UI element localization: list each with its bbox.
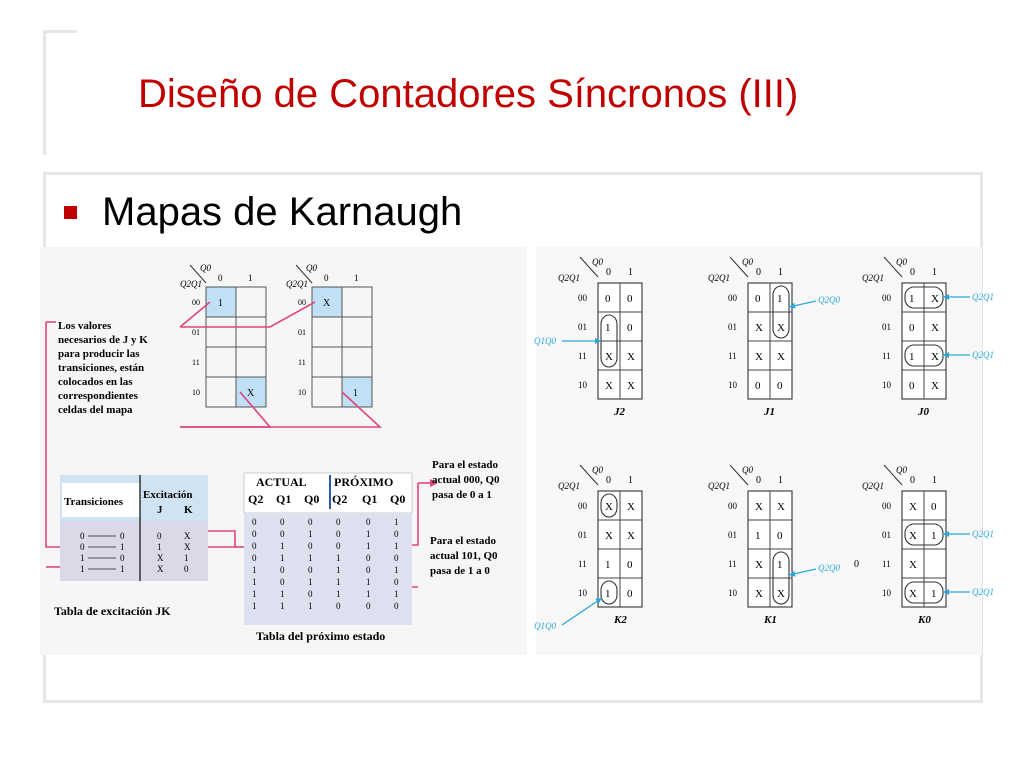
kmap-col-label: 0 — [756, 475, 761, 486]
kmap-cell: X — [931, 351, 939, 363]
excitation-cell: 0 — [120, 553, 125, 563]
kmap-row-label: 11 — [578, 351, 587, 361]
next-state-table — [244, 473, 412, 643]
excitation-cell: 1 — [80, 564, 85, 574]
kmap-cell: 1 — [931, 588, 937, 600]
state-cell: 0 — [280, 565, 285, 575]
excitation-cell: X — [157, 564, 164, 574]
kmap-row-label: 10 — [728, 380, 737, 390]
excitation-cell: 1 — [80, 553, 85, 563]
kmap-side-label: Q2Q1 — [972, 529, 994, 539]
kmap-cell: X — [909, 501, 917, 513]
state-group-header: ACTUAL — [256, 475, 307, 489]
kmap-cell: 0 — [627, 588, 633, 600]
state-cell: 0 — [280, 577, 285, 587]
kmap-cell: 1 — [909, 293, 915, 305]
kmap-col-label: 0 — [756, 267, 761, 278]
kmap-cell: 1 — [353, 388, 358, 399]
slide-title: Diseño de Contadores Síncronos (III) — [138, 72, 799, 116]
state-cell: 0 — [308, 517, 313, 527]
kmap-row-label: 01 — [728, 530, 737, 540]
state-cell: 1 — [336, 577, 341, 587]
state-cell: 0 — [336, 517, 341, 527]
kmap-row-label: 01 — [882, 322, 891, 332]
state-cell: 0 — [394, 553, 399, 563]
kmap-col-label: 1 — [248, 273, 253, 283]
state-header: Q0 — [304, 492, 320, 506]
kmap-j2 — [534, 257, 642, 418]
kmap-row-label: 00 — [882, 501, 891, 511]
excitation-header: K — [184, 504, 193, 516]
state-cell: 0 — [308, 541, 313, 551]
note-line: actual 101, Q0 — [430, 550, 498, 562]
kmap-col-label: 1 — [628, 267, 633, 278]
state-caption: Tabla del próximo estado — [256, 629, 386, 643]
state-cell: 0 — [280, 529, 285, 539]
slide-frame-left — [43, 30, 46, 155]
kmap-col-label: 0 — [910, 267, 915, 278]
kmap-name: K1 — [764, 614, 777, 626]
kmap-side-label: Q1Q0 — [534, 336, 556, 346]
annotation-line: Los valores — [58, 320, 112, 332]
state-cell: 1 — [308, 529, 313, 539]
excitation-cell: 0 — [120, 531, 125, 541]
excitation-header: J — [157, 504, 163, 516]
state-header: Q2 — [332, 492, 348, 506]
note-line: Para el estado — [430, 535, 496, 547]
kmap-row-label: 11 — [578, 559, 587, 569]
kmap-cell: X — [909, 559, 917, 571]
state-cell: 0 — [252, 553, 257, 563]
kmap-row-label: 11 — [882, 351, 891, 361]
kmap-side-label: Q2Q1 — [972, 350, 994, 360]
state-cell: 1 — [366, 589, 371, 599]
kmap-cell: X — [777, 588, 785, 600]
state-header: Q1 — [276, 492, 292, 506]
kmap-side-label: Q2Q0 — [818, 295, 840, 305]
kmap-row-label: 10 — [578, 588, 587, 598]
kmap-col-label: 0 — [910, 475, 915, 486]
excitation-cell: 1 — [120, 564, 125, 574]
kmap-cell: 0 — [627, 293, 633, 305]
excitation-header: Transiciones — [64, 496, 124, 508]
excitation-cell: 0 — [157, 531, 162, 541]
state-cell: 1 — [336, 589, 341, 599]
state-cell: 1 — [308, 601, 313, 611]
kmap-cell: 0 — [777, 380, 783, 392]
state-cell: 1 — [252, 565, 257, 575]
kmap-row-label: 00 — [728, 293, 737, 303]
annotation-line: necesarios de J y K — [58, 334, 148, 346]
kmap-row-label: 01 — [192, 328, 200, 337]
kmap-row-label: 10 — [882, 380, 891, 390]
kmap-name: K2 — [614, 614, 627, 626]
slide-frame-top — [43, 30, 77, 33]
state-cell: 0 — [394, 601, 399, 611]
kmap-row-label: 10 — [298, 388, 306, 397]
kmap-col-var: Q0 — [742, 465, 753, 475]
kmap-name: K0 — [918, 614, 931, 626]
kmap-col-var: Q0 — [742, 257, 753, 267]
state-cell: 0 — [280, 517, 285, 527]
kmap-cell: X — [605, 501, 613, 513]
state-cell: 1 — [366, 529, 371, 539]
state-cell: 1 — [308, 577, 313, 587]
kmap-side-label: Q2Q1 — [972, 292, 994, 302]
state-cell: 1 — [252, 601, 257, 611]
state-cell: 0 — [366, 517, 371, 527]
kmap-k-small — [286, 263, 372, 407]
state-cell: 0 — [366, 601, 371, 611]
kmap-cell: 0 — [755, 293, 761, 305]
kmap-j0 — [862, 257, 994, 418]
kmap-cell: X — [627, 380, 635, 392]
kmap-row-var: Q2Q1 — [708, 273, 730, 283]
kmap-col-label: 1 — [932, 475, 937, 486]
state-cell: 1 — [280, 541, 285, 551]
excitation-cell: X — [184, 542, 191, 552]
kmap-cell: X — [777, 501, 785, 513]
kmap-col-label: 0 — [324, 273, 329, 283]
state-cell: 1 — [336, 565, 341, 575]
kmap-cell: X — [605, 351, 613, 363]
kmap-cell: X — [605, 380, 613, 392]
annotation-line: correspondientes — [58, 390, 138, 402]
kmap-row-label: 00 — [578, 293, 587, 303]
kmap-cell: 1 — [605, 322, 611, 334]
kmap-row-label: 11 — [728, 351, 737, 361]
state-cell: 1 — [336, 553, 341, 563]
note-line: actual 000, Q0 — [432, 474, 500, 486]
kmap-row-var: Q2Q1 — [180, 279, 202, 289]
kmap-cell: X — [909, 588, 917, 600]
kmap-side-label: Q2Q1 — [972, 587, 994, 597]
kmap-row-label: 01 — [578, 322, 587, 332]
kmap-cell: 1 — [777, 293, 783, 305]
state-cell: 1 — [280, 601, 285, 611]
excitation-cell: 1 — [184, 553, 189, 563]
kmap-cell: 0 — [755, 380, 761, 392]
kmap-name: J1 — [764, 406, 775, 418]
kmap-name: J0 — [918, 406, 929, 418]
kmap-row-var: Q2Q1 — [862, 273, 884, 283]
kmap-cell: X — [247, 388, 255, 399]
state-group-header: PRÓXIMO — [334, 475, 394, 489]
kmap-cell: X — [755, 588, 763, 600]
kmap-cell: X — [627, 351, 635, 363]
excitation-cell: X — [157, 553, 164, 563]
kmap-col-label: 0 — [606, 267, 611, 278]
kmap-row-label: 00 — [298, 298, 306, 307]
kmap-cell: X — [627, 501, 635, 513]
state-cell: 0 — [252, 517, 257, 527]
state-cell: 0 — [336, 601, 341, 611]
kmap-row-label: 00 — [882, 293, 891, 303]
state-cell: 0 — [252, 541, 257, 551]
kmap-side-label: Q1Q0 — [534, 621, 556, 631]
kmap-j-small — [180, 263, 266, 407]
note-line: pasa de 1 a 0 — [430, 565, 490, 577]
excitation-caption: Tabla de excitación JK — [54, 604, 171, 618]
kmap-cell: X — [755, 501, 763, 513]
kmap-cell: 0 — [627, 322, 633, 334]
excitation-cell: X — [184, 531, 191, 541]
kmap-cell: X — [909, 530, 917, 542]
kmap-cell: 1 — [605, 559, 611, 571]
kmap-row-label: 01 — [728, 322, 737, 332]
kmap-cell: X — [931, 322, 939, 334]
state-cell: 1 — [252, 589, 257, 599]
kmap-cell: 0 — [627, 559, 633, 571]
kmap-col-var: Q0 — [592, 465, 603, 475]
kmap-col-label: 1 — [778, 475, 783, 486]
excitation-table — [54, 475, 208, 618]
state-cell: 0 — [336, 541, 341, 551]
state-cell: 0 — [394, 529, 399, 539]
kmap-col-label: 1 — [778, 267, 783, 278]
kmap-row-label: 01 — [882, 530, 891, 540]
kmap-cell: X — [931, 380, 939, 392]
kmap-row-var: Q2Q1 — [558, 273, 580, 283]
kmap-cell: X — [755, 322, 763, 334]
kmap-row-var: Q2Q1 — [862, 481, 884, 491]
kmap-row-label: 11 — [728, 559, 737, 569]
kmap-cell: 0 — [931, 501, 937, 513]
state-cell: 0 — [308, 589, 313, 599]
annotation-line: para producir las — [58, 348, 140, 360]
state-header: Q1 — [362, 492, 378, 506]
state-cell: 1 — [280, 589, 285, 599]
state-cell: 1 — [394, 517, 399, 527]
kmap-col-var: Q0 — [592, 257, 603, 267]
note-101 — [430, 535, 498, 577]
excitation-cell: 0 — [80, 531, 85, 541]
excitation-cell: 1 — [120, 542, 125, 552]
state-cell: 0 — [366, 565, 371, 575]
kmap-row-label: 11 — [192, 358, 200, 367]
kmaps-panel — [534, 247, 994, 655]
kmap-cell: 1 — [755, 530, 761, 542]
kmap-row-label: 10 — [882, 588, 891, 598]
state-cell: 0 — [394, 577, 399, 587]
note-line: pasa de 0 a 1 — [432, 489, 492, 501]
kmap-cell: X — [777, 351, 785, 363]
kmap-row-label: 11 — [882, 559, 891, 569]
kmap-k0 — [854, 465, 994, 626]
kmap-cell: X — [931, 293, 939, 305]
excitation-cell: 0 — [80, 542, 85, 552]
state-cell: 1 — [366, 541, 371, 551]
kmap-cell: X — [755, 351, 763, 363]
kmap-name: J2 — [614, 406, 625, 418]
kmap-cell: 0 — [777, 530, 783, 542]
state-cell: 1 — [366, 577, 371, 587]
kmap-row-var: Q2Q1 — [286, 279, 308, 289]
state-header: Q0 — [390, 492, 406, 506]
kmap-row-label: 10 — [192, 388, 200, 397]
note-line: Para el estado — [432, 459, 498, 471]
kmap-k1 — [708, 465, 840, 626]
kmap-col-label: 1 — [628, 475, 633, 486]
kmap-row-label: 00 — [192, 298, 200, 307]
kmap-cell: 1 — [605, 588, 611, 600]
kmap-cell: 1 — [218, 298, 223, 309]
kmap-col-label: 1 — [932, 267, 937, 278]
kmap-cell: X — [627, 530, 635, 542]
kmap-extra-label: 0 — [854, 559, 859, 570]
kmap-row-label: 10 — [578, 380, 587, 390]
excitation-cell: 1 — [157, 542, 162, 552]
kmap-cell: 1 — [931, 530, 937, 542]
kmap-col-var: Q0 — [200, 263, 211, 273]
excitation-cell: 0 — [184, 564, 189, 574]
kmap-row-label: 11 — [298, 358, 306, 367]
kmap-row-var: Q2Q1 — [558, 481, 580, 491]
slide-divider — [43, 172, 983, 175]
kmap-cell: 0 — [909, 322, 915, 334]
kmap-cell: X — [755, 559, 763, 571]
bullet-square-icon — [64, 206, 77, 219]
excitation-diagram-panel — [40, 247, 527, 655]
excitation-header: Excitación — [143, 489, 193, 501]
state-cell: 1 — [394, 541, 399, 551]
annotation-line: transiciones, están — [58, 362, 145, 374]
kmap-row-label: 00 — [578, 501, 587, 511]
kmap-col-label: 1 — [354, 273, 359, 283]
state-header: Q2 — [248, 492, 264, 506]
annotation-line: colocados en las — [58, 376, 133, 388]
annotation-line: celdas del mapa — [58, 404, 133, 416]
kmap-col-var: Q0 — [896, 465, 907, 475]
state-cell: 1 — [394, 589, 399, 599]
kmap-cell: X — [323, 298, 331, 309]
state-cell: 1 — [308, 553, 313, 563]
kmap-row-label: 01 — [298, 328, 306, 337]
kmap-row-label: 01 — [578, 530, 587, 540]
state-cell: 1 — [252, 577, 257, 587]
annotation-text — [58, 320, 148, 416]
kmap-row-label: 10 — [728, 588, 737, 598]
kmap-cell: X — [777, 322, 785, 334]
kmap-side-label: Q2Q0 — [818, 563, 840, 573]
slide-frame-bottom — [43, 700, 983, 703]
kmap-cell: 0 — [605, 293, 611, 305]
kmap-col-label: 0 — [218, 273, 223, 283]
bullet-text: Mapas de Karnaugh — [102, 190, 463, 234]
kmap-col-label: 0 — [606, 475, 611, 486]
pointer-line — [562, 598, 602, 625]
kmap-cell: X — [605, 530, 613, 542]
state-cell: 0 — [252, 529, 257, 539]
kmap-col-var: Q0 — [306, 263, 317, 273]
note-000 — [432, 459, 500, 501]
kmap-k2 — [534, 465, 642, 631]
state-cell: 1 — [394, 565, 399, 575]
kmap-cell: 0 — [909, 380, 915, 392]
kmap-row-label: 00 — [728, 501, 737, 511]
kmap-cell: 1 — [909, 351, 915, 363]
state-cell: 0 — [366, 553, 371, 563]
kmap-cell: 1 — [777, 559, 783, 571]
state-cell: 1 — [280, 553, 285, 563]
state-cell: 0 — [308, 565, 313, 575]
kmap-col-var: Q0 — [896, 257, 907, 267]
kmap-row-var: Q2Q1 — [708, 481, 730, 491]
kmap-j1 — [708, 257, 840, 418]
state-cell: 0 — [336, 529, 341, 539]
